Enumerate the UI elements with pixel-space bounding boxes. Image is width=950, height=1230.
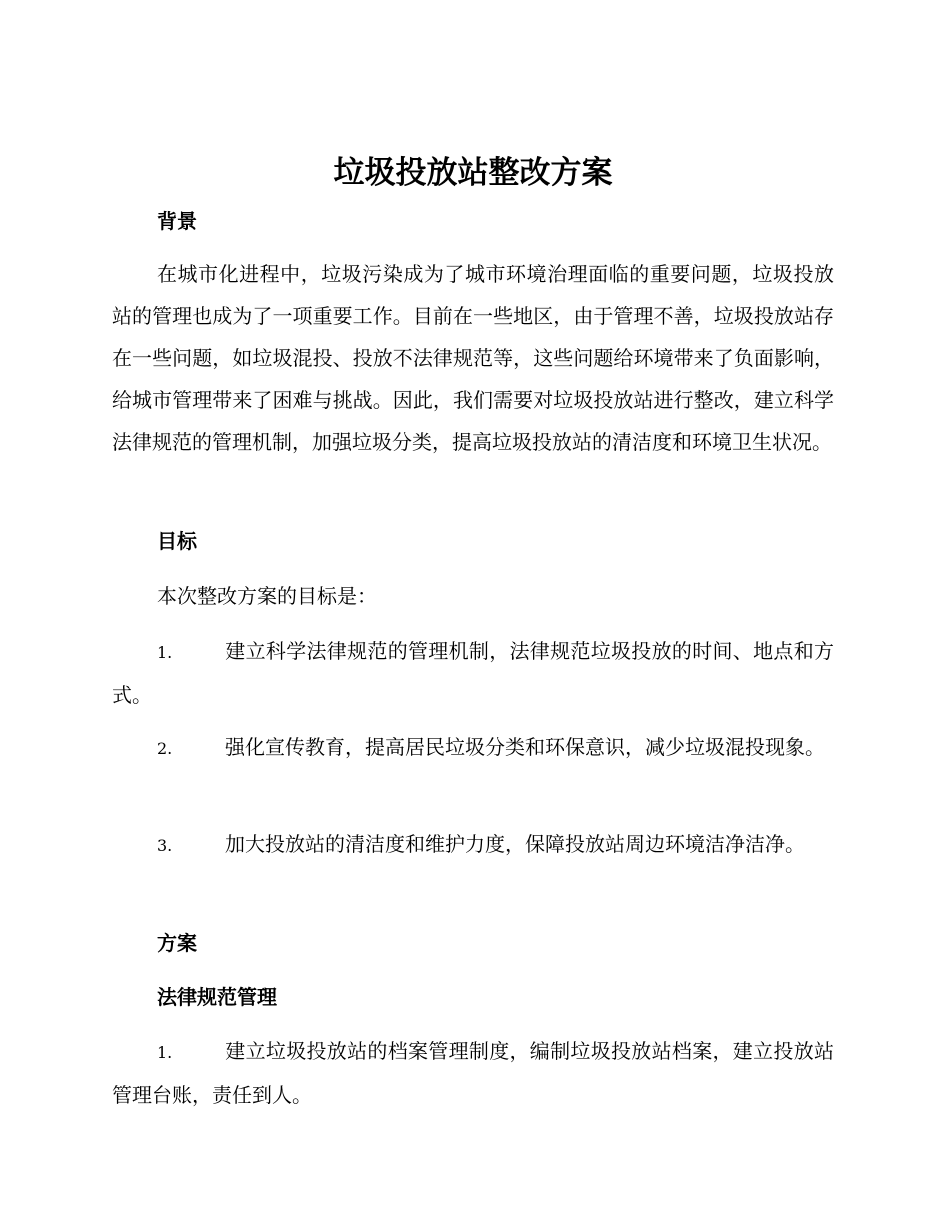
- goals-list-item: [112, 823, 834, 867]
- plan-list-item: [112, 1030, 834, 1116]
- goals-intro: 本次整改方案的目标是：: [157, 584, 377, 608]
- list-item-text: 建立垃圾投放站的档案管理制度，编制垃圾投放站档案，建立投放站管理台账，责任到人。: [112, 1039, 834, 1107]
- list-item-text: 建立科学法律规范的管理机制，法律规范垃圾投放的时间、地点和方式。: [112, 639, 834, 707]
- list-item-number: 1.: [157, 643, 173, 662]
- list-item-number: 3.: [157, 836, 173, 855]
- background-paragraph: 在城市化进程中，垃圾污染成为了城市环境治理面临的重要问题，垃圾投放站的管理也成为了一项重要工作。目前在一些地区，由于管理不善，垃圾投放站存在一些问题，如垃圾混投、投放不法律规范等，这些问题给环境带来了负面影响，给城市管理带来了困难与挑战。因此，我们需要对垃圾投放站进行整改，建立科学法律规范的管理机制，加强垃圾分类，提高垃圾投放站的清洁度和环境卫生状况。: [112, 262, 834, 454]
- subsection-heading-legal-management: 法律规范管理: [157, 985, 277, 1009]
- goals-list-item: [112, 630, 834, 716]
- list-item-number: 2.: [157, 739, 173, 758]
- document-title: 垃圾投放站整改方案: [333, 155, 613, 191]
- list-item-number: 1.: [157, 1043, 173, 1062]
- section-heading-background: 背景: [157, 209, 197, 233]
- list-item-text: 加大投放站的清洁度和维护力度，保障投放站周边环境洁净洁净。: [225, 832, 805, 856]
- section-heading-goals: 目标: [157, 529, 197, 553]
- list-item-text: 强化宣传教育，提高居民垃圾分类和环保意识，减少垃圾混投现象。: [225, 735, 825, 759]
- goals-list-item: [112, 726, 834, 770]
- section-heading-plan: 方案: [157, 931, 197, 955]
